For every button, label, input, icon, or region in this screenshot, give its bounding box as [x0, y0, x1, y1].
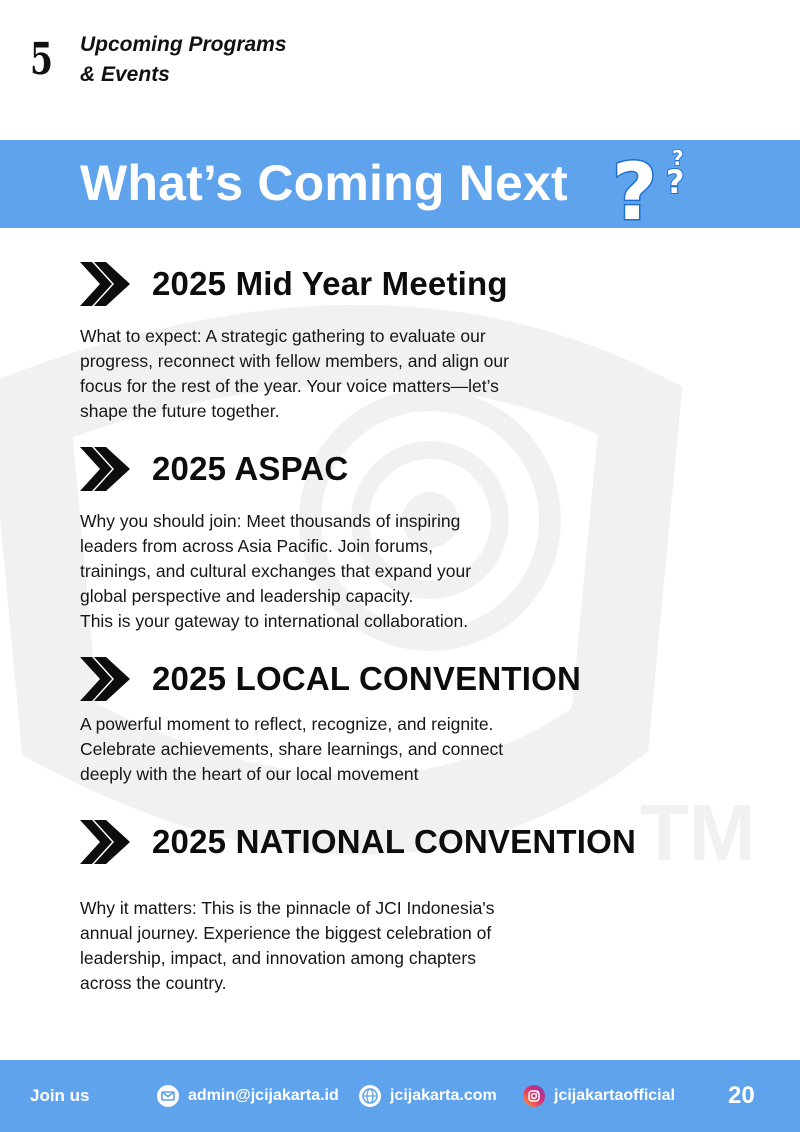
event-title: 2025 ASPAC [152, 450, 349, 487]
svg-text:?: ? [612, 148, 658, 227]
event-title: 2025 LOCAL CONVENTION [152, 660, 582, 697]
svg-text:?: ? [666, 163, 685, 201]
mail-icon [156, 1084, 180, 1108]
event-title: 2025 Mid Year Meeting [152, 265, 508, 302]
instagram-handle[interactable]: jcijakartaofficial [554, 1087, 675, 1104]
chevron-arrow-icon [80, 818, 132, 866]
section-title [80, 30, 360, 90]
chevron-arrow-icon [80, 655, 132, 703]
svg-text:TM: TM [640, 788, 756, 877]
svg-text:?: ? [672, 146, 684, 170]
globe-icon [358, 1084, 382, 1108]
chevron-arrow-icon [80, 445, 132, 493]
event-description: Why it matters: This is the pinnacle of JCI Indonesia's annual journey. Experience the biggest celebration of leadership, impact, and innovation among chapters across the country. [80, 898, 495, 993]
event-description: A powerful moment to reflect, recognize, and reignite. Celebrate achievements, share learnings, and connect deeply with the heart of our local movement [80, 714, 504, 784]
section-number: 5 [30, 34, 53, 85]
website-link[interactable]: jcijakarta.com [390, 1087, 497, 1104]
question-marks-icon [610, 143, 710, 227]
footer-email[interactable] [156, 1084, 339, 1108]
page-number: 20 [728, 1082, 755, 1109]
event-description: Why you should join: Meet thousands of inspiring leaders from across Asia Pacific. Join forums, trainings, and cultural exchanges that expand your global perspective and leadership capacity. This is your gateway to international collaboration. [80, 511, 472, 631]
join-us-label: Join us [30, 1086, 90, 1105]
footer-website[interactable] [358, 1084, 497, 1108]
footer-instagram[interactable] [522, 1084, 675, 1108]
section-title-line-2: & Events [80, 63, 170, 86]
instagram-icon [522, 1084, 546, 1108]
footer-bar [0, 1060, 800, 1132]
chevron-arrow-icon [80, 260, 132, 308]
event-title: 2025 NATIONAL CONVENTION [152, 823, 636, 860]
section-title-line-1: Upcoming Programs [80, 33, 287, 56]
email-link[interactable]: admin@jcijakarta.id [188, 1087, 339, 1104]
banner-title: What’s Coming Next [80, 155, 568, 211]
event-description: What to expect: A strategic gathering to evaluate our progress, reconnect with fellow members, and align our focus for the rest of the year. Your voice matters—let’s shape the future together. [80, 326, 509, 421]
